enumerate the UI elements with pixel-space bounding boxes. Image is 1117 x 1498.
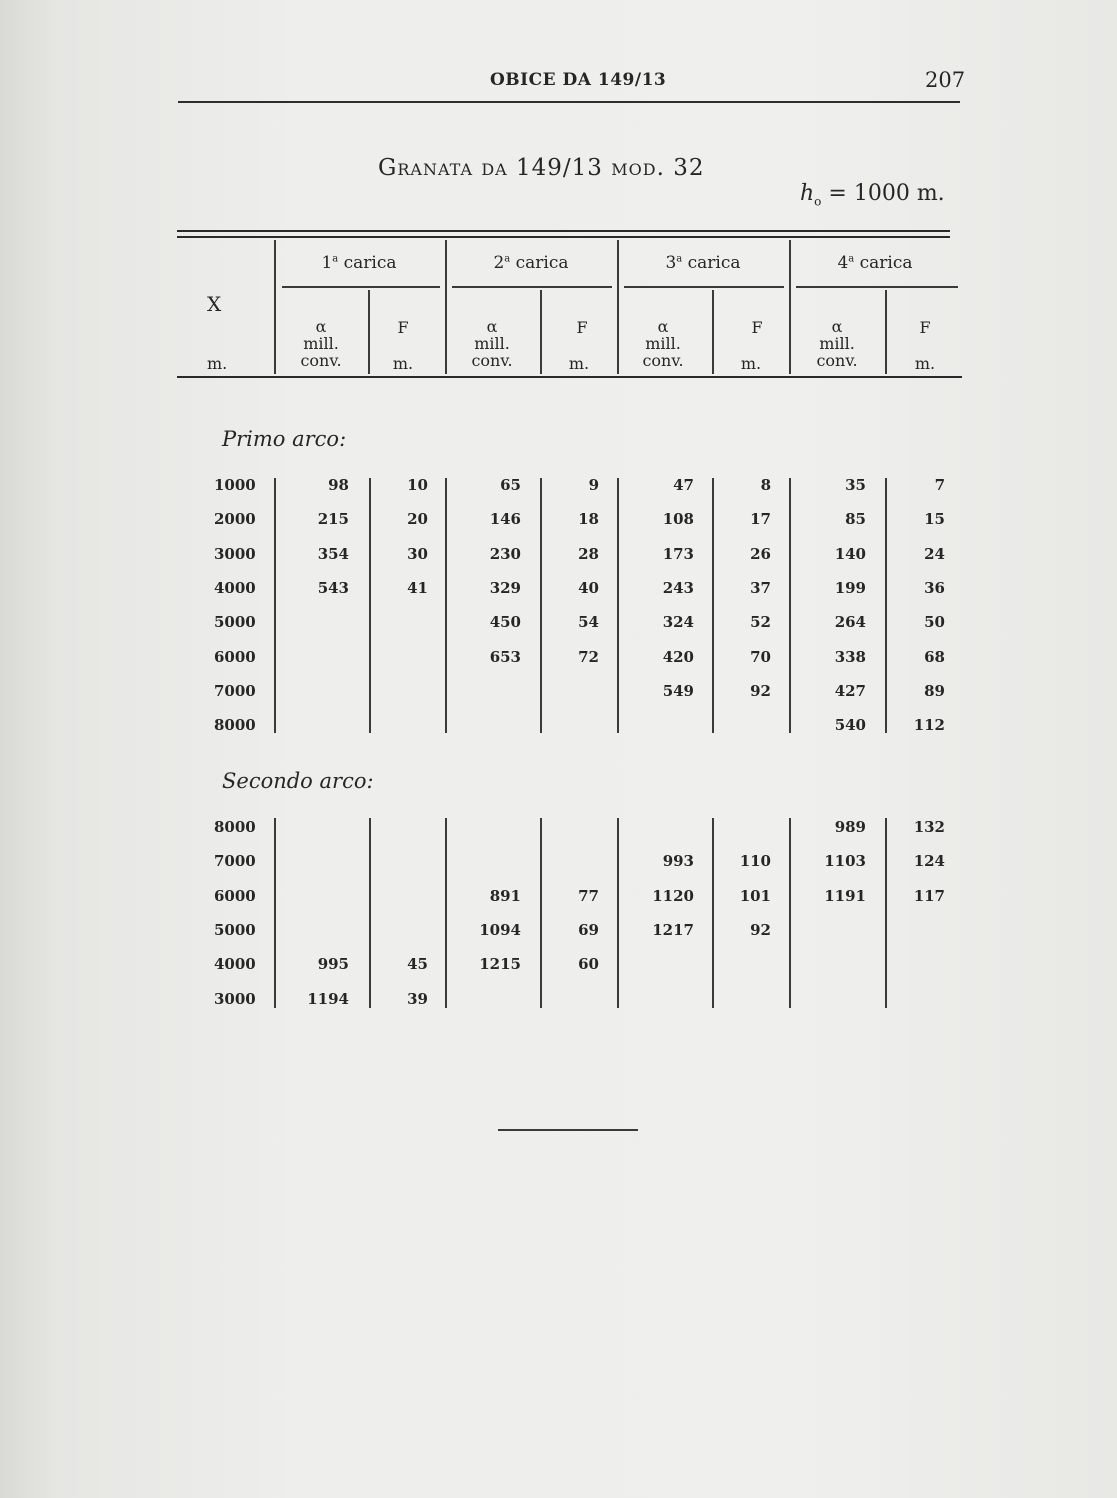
f-cell: 24 <box>924 544 945 563</box>
section-label-secondo: Secondo arco: <box>222 769 374 793</box>
f-cell: 92 <box>750 920 771 939</box>
f-cell: 17 <box>750 510 771 529</box>
f-cell: 77 <box>578 886 599 905</box>
f-cell: 18 <box>578 510 599 529</box>
table-row <box>0 476 1117 506</box>
f-cell: 112 <box>913 716 945 735</box>
alpha-cell: 995 <box>317 955 349 974</box>
range-cell: 4000 <box>214 578 256 597</box>
charge-4-header: 4$^a$ carica <box>837 253 913 273</box>
alpha-cell: 35 <box>845 476 866 494</box>
f-cell: 20 <box>407 510 428 529</box>
f-cell: 50 <box>924 613 945 632</box>
f-cell: 26 <box>750 544 771 563</box>
f-unit: m. <box>740 354 762 373</box>
alpha-cell: 338 <box>834 647 866 666</box>
f-header: F <box>576 318 588 337</box>
header-rule <box>178 101 960 103</box>
alpha-cell: 140 <box>834 544 866 563</box>
f-cell: 92 <box>750 681 771 700</box>
header-subdivider <box>712 290 714 374</box>
table-row <box>0 990 1117 1020</box>
f-unit: m. <box>392 354 414 373</box>
range-cell: 6000 <box>214 647 256 666</box>
table-row <box>0 887 1117 917</box>
f-cell: 124 <box>913 852 945 871</box>
table-top-rule-2 <box>177 236 950 238</box>
carica-rule <box>796 286 958 288</box>
f-cell: 110 <box>739 852 771 871</box>
range-cell: 1000 <box>214 476 256 494</box>
f-cell: 70 <box>750 647 771 666</box>
f-cell: 30 <box>407 544 428 563</box>
alpha-header: α mill. conv. <box>816 317 858 370</box>
alpha-cell: 420 <box>662 647 694 666</box>
alpha-cell: 329 <box>489 578 521 597</box>
h0-symbol: h <box>800 181 815 206</box>
alpha-header: α mill. conv. <box>642 317 684 370</box>
header-subdivider <box>885 290 887 374</box>
f-cell: 28 <box>578 544 599 563</box>
f-cell: 7 <box>934 476 945 494</box>
alpha-cell: 324 <box>662 613 694 632</box>
carica-rule <box>282 286 440 288</box>
table-row <box>0 545 1117 575</box>
f-cell: 8 <box>760 476 771 494</box>
table-row <box>0 921 1117 951</box>
header-bottom-rule <box>177 376 962 378</box>
running-title: OBICE DA 149/13 <box>490 70 667 90</box>
f-header: F <box>751 318 763 337</box>
alpha-cell: 47 <box>673 476 694 494</box>
alpha-cell: 173 <box>662 544 694 563</box>
f-cell: 15 <box>924 510 945 529</box>
range-cell: 7000 <box>214 852 256 871</box>
f-unit: m. <box>914 354 936 373</box>
alpha-cell: 85 <box>845 510 866 529</box>
alpha-cell: 989 <box>834 818 866 836</box>
table-row <box>0 852 1117 882</box>
range-cell: 4000 <box>214 955 256 974</box>
range-cell: 8000 <box>214 716 256 735</box>
f-cell: 72 <box>578 647 599 666</box>
f-cell: 52 <box>750 613 771 632</box>
alpha-cell: 1194 <box>307 989 349 1008</box>
table-row <box>0 682 1117 712</box>
alpha-cell: 543 <box>317 578 349 597</box>
alpha-cell: 230 <box>489 544 521 563</box>
table-row <box>0 716 1117 746</box>
charge-1-header: 1$^a$ carica <box>321 253 397 273</box>
f-cell: 9 <box>588 476 599 494</box>
alpha-cell: 354 <box>317 544 349 563</box>
h0-value: = 1000 m. <box>828 181 945 206</box>
charge-2-header: 2$^a$ carica <box>493 253 569 273</box>
f-cell: 36 <box>924 578 945 597</box>
table-row <box>0 818 1117 848</box>
alpha-cell: 1094 <box>479 920 521 939</box>
range-cell: 7000 <box>214 681 256 700</box>
f-header: F <box>919 318 931 337</box>
f-cell: 117 <box>913 886 945 905</box>
alpha-header: α mill. conv. <box>471 317 513 370</box>
alpha-header: α mill. conv. <box>300 317 342 370</box>
f-cell: 41 <box>407 578 428 597</box>
alpha-cell: 264 <box>834 613 866 632</box>
h0-subscript: o <box>814 194 822 209</box>
range-cell: 6000 <box>214 886 256 905</box>
page-number: 207 <box>925 68 966 92</box>
section-label-primo: Primo arco: <box>222 427 347 451</box>
alpha-cell: 993 <box>662 852 694 871</box>
alpha-cell: 215 <box>317 510 349 529</box>
x-column-unit: m. <box>207 354 228 373</box>
carica-rule <box>624 286 784 288</box>
f-cell: 89 <box>924 681 945 700</box>
alpha-cell: 243 <box>662 578 694 597</box>
f-unit: m. <box>568 354 590 373</box>
range-cell: 3000 <box>214 544 256 563</box>
alpha-cell: 540 <box>834 716 866 735</box>
alpha-cell: 146 <box>489 510 521 529</box>
range-cell: 2000 <box>214 510 256 529</box>
alpha-cell: 1191 <box>824 886 866 905</box>
carica-rule <box>452 286 612 288</box>
alpha-cell: 891 <box>489 886 521 905</box>
table-row <box>0 510 1117 540</box>
range-cell: 3000 <box>214 989 256 1008</box>
header-subdivider <box>540 290 542 374</box>
f-cell: 60 <box>578 955 599 974</box>
f-header: F <box>397 318 409 337</box>
table-row <box>0 648 1117 678</box>
table-row <box>0 613 1117 643</box>
header-subdivider <box>368 290 370 374</box>
alpha-cell: 65 <box>500 476 521 494</box>
x-column-label: X <box>207 292 222 316</box>
f-cell: 39 <box>407 989 428 1008</box>
f-cell: 54 <box>578 613 599 632</box>
alpha-cell: 653 <box>489 647 521 666</box>
f-cell: 69 <box>578 920 599 939</box>
range-cell: 5000 <box>214 613 256 632</box>
charge-3-header: 3$^a$ carica <box>665 253 741 273</box>
f-cell: 132 <box>913 818 945 836</box>
altitude-note <box>800 181 945 208</box>
alpha-cell: 427 <box>834 681 866 700</box>
alpha-cell: 108 <box>662 510 694 529</box>
f-cell: 101 <box>739 886 771 905</box>
alpha-cell: 549 <box>662 681 694 700</box>
table-top-rule <box>177 230 950 232</box>
alpha-cell: 1215 <box>479 955 521 974</box>
alpha-cell: 199 <box>834 578 866 597</box>
f-cell: 10 <box>407 476 428 494</box>
end-rule <box>498 1129 638 1131</box>
range-cell: 5000 <box>214 920 256 939</box>
alpha-cell: 1120 <box>652 886 694 905</box>
table-row <box>0 955 1117 985</box>
f-cell: 45 <box>407 955 428 974</box>
f-cell: 40 <box>578 578 599 597</box>
alpha-cell: 450 <box>489 613 521 632</box>
alpha-cell: 1217 <box>652 920 694 939</box>
alpha-cell: 1103 <box>824 852 866 871</box>
range-cell: 8000 <box>214 818 256 836</box>
f-cell: 68 <box>924 647 945 666</box>
alpha-cell: 98 <box>328 476 349 494</box>
f-cell: 37 <box>750 578 771 597</box>
table-title: Granata da 149/13 mod. 32 <box>378 155 705 181</box>
table-row <box>0 579 1117 609</box>
